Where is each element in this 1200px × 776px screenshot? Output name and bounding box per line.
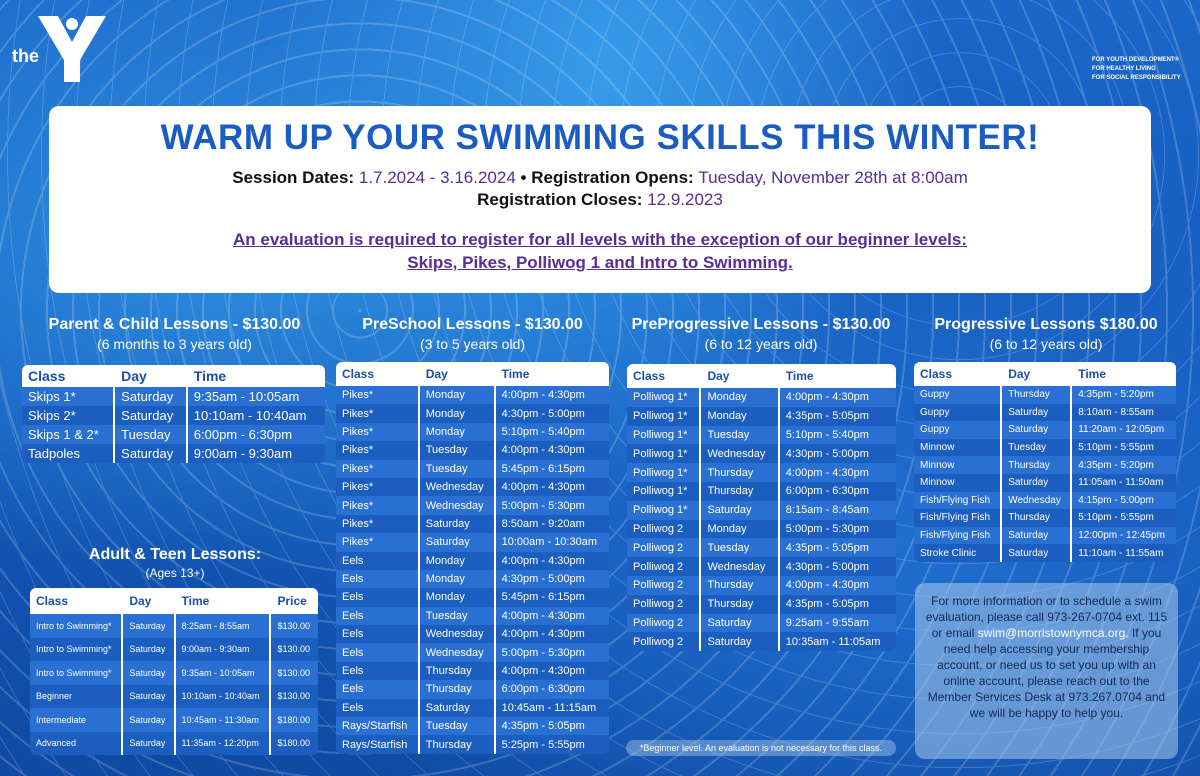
table-cell: Saturday [419, 533, 495, 551]
table-row [627, 595, 896, 614]
table-cell: 4:30pm - 5:00pm [779, 557, 896, 576]
table-cell: Thursday [1001, 386, 1071, 404]
table-row [627, 444, 896, 463]
table-row [22, 406, 325, 425]
table-row [30, 614, 318, 638]
table-cell: 9:00am - 9:30am [187, 444, 325, 463]
table-cell: Saturday [419, 515, 495, 533]
table-cell: Tuesday [419, 717, 495, 735]
table-cell: $130.00 [270, 661, 318, 685]
table-cell: 10:45am - 11:30am [175, 708, 271, 732]
table-cell: Pikes* [336, 441, 419, 459]
preprogressive-heading: PreProgressive Lessons - $130.00 (6 to 12 years old) [631, 316, 891, 352]
email-link[interactable]: swim@morristownymca.org. [977, 626, 1129, 640]
column-header: Time [779, 364, 896, 388]
column-header: Day [1001, 362, 1071, 386]
table-cell: Thursday [1001, 509, 1071, 527]
table-row [336, 607, 609, 625]
table-row [914, 439, 1176, 457]
column-header: Time [1071, 362, 1176, 386]
table-cell: Monday [419, 570, 495, 588]
table-header-row [22, 365, 325, 387]
table-cell: 11:35am - 12:20pm [175, 732, 271, 756]
table-row [336, 515, 609, 533]
table-cell: Wednesday [419, 643, 495, 661]
schedule-table [30, 588, 318, 755]
table-row [336, 423, 609, 441]
parent-child-heading: Parent & Child Lessons - $130.00 (6 months to 3 years old) [48, 316, 301, 352]
table-cell: Monday [419, 386, 495, 404]
table-cell: Saturday [114, 387, 187, 406]
table-cell: Eels [336, 680, 419, 698]
table-cell: Saturday [122, 661, 174, 685]
logo-ymca-text: YMCA [66, 42, 80, 65]
table-cell: Eels [336, 643, 419, 661]
table-cell: 9:25am - 9:55am [779, 614, 896, 633]
table-cell: 4:00pm - 4:30pm [495, 478, 609, 496]
table-cell: Tadpoles [22, 444, 114, 463]
contact-info-box: For more information or to schedule a swim evaluation, please call 973-267-0704 ext. 115 or email swim@morristownymca.org. If you need help accessing your membership account, or need us to set you up with an online account, please reach out to the Member Services Desk at 973.267.0704 and we will be happy to help you. [915, 583, 1178, 759]
table-cell: 10:00am - 10:30am [495, 533, 609, 551]
registration-closes: 12.9.2023 [647, 190, 723, 209]
table-row [627, 388, 896, 407]
table-cell: Thursday [419, 662, 495, 680]
table-cell: Stroke Clinic [914, 544, 1001, 562]
table-row [336, 552, 609, 570]
table-cell: 5:25pm - 5:55pm [495, 735, 609, 753]
evaluation-notice: An evaluation is required to register for all levels with the exception of our beginner levels: Skips, Pikes, Polliwog 1 and Intro to Swimming. [232, 230, 967, 272]
table-cell: Monday [419, 552, 495, 570]
session-dates-line: Session Dates: 1.7.2024 - 3.16.2024 • Registration Opens: Tuesday, November 28th at 8:00am [232, 168, 968, 187]
table-cell: Thursday [700, 595, 778, 614]
adult-teen-heading: Adult & Teen Lessons: (Ages 13+) [88, 546, 262, 580]
table-row [914, 421, 1176, 439]
table-cell: 4:35pm - 5:05pm [779, 407, 896, 426]
table-cell: 5:00pm - 5:30pm [495, 496, 609, 514]
column-header: Time [495, 362, 609, 386]
table-cell: 4:00pm - 4:30pm [495, 386, 609, 404]
table-cell: 4:00pm - 4:30pm [779, 388, 896, 407]
table-row [336, 460, 609, 478]
header-box [49, 106, 1151, 293]
table-cell: Saturday [1001, 474, 1071, 492]
table-cell: 11:20am - 12:05pm [1071, 421, 1176, 439]
table-cell: Minnow [914, 474, 1001, 492]
table-header-row [914, 362, 1176, 386]
table-row [627, 538, 896, 557]
column-header: Price [270, 588, 318, 614]
table-row [22, 425, 325, 444]
table-cell: Thursday [700, 576, 778, 595]
table-row [22, 387, 325, 406]
table-cell: 4:35pm - 5:05pm [495, 717, 609, 735]
table-cell: Pikes* [336, 423, 419, 441]
table-row [336, 588, 609, 606]
table-cell: Pikes* [336, 460, 419, 478]
table-row [627, 501, 896, 520]
table-cell: Advanced [30, 732, 122, 756]
column-header: Day [419, 362, 495, 386]
table-cell: Polliwog 1* [627, 388, 700, 407]
table-cell: Fish/Flying Fish [914, 509, 1001, 527]
table-row [336, 643, 609, 661]
table-cell: Eels [336, 607, 419, 625]
table-cell: $130.00 [270, 685, 318, 709]
table-row [336, 680, 609, 698]
table-row [627, 557, 896, 576]
preschool-table [336, 362, 609, 754]
table-cell: 9:35am - 10:05am [187, 387, 325, 406]
table-row [914, 456, 1176, 474]
table-cell: Polliwog 2 [627, 595, 700, 614]
table-cell: Guppy [914, 386, 1001, 404]
table-row [336, 735, 609, 753]
table-cell: 4:35pm - 5:05pm [779, 595, 896, 614]
table-cell: 4:00pm - 4:30pm [779, 463, 896, 482]
table-cell: Saturday [1001, 527, 1071, 545]
parent-child-table [22, 365, 325, 463]
table-cell: Saturday [700, 614, 778, 633]
column-header: Day [122, 588, 174, 614]
registration-closes-line: Registration Closes: 12.9.2023 [477, 190, 723, 209]
table-cell: Polliwog 1* [627, 426, 700, 445]
table-cell: Intro to Swimming* [30, 661, 122, 685]
table-cell: Wednesday [419, 478, 495, 496]
table-cell: 10:10am - 10:40am [187, 406, 325, 425]
ymca-tagline: FOR YOUTH DEVELOPMENT® FOR HEALTHY LIVING FOR SOCIAL RESPONSIBILITY [1092, 57, 1181, 81]
table-cell: 5:10pm - 5:40pm [779, 426, 896, 445]
table-cell: 4:00pm - 4:30pm [779, 576, 896, 595]
table-cell: Wednesday [700, 444, 778, 463]
table-cell: 11:10am - 11:55am [1071, 544, 1176, 562]
table-row [627, 407, 896, 426]
column-header: Class [914, 362, 1001, 386]
table-cell: Saturday [700, 501, 778, 520]
schedule-table [22, 365, 325, 463]
table-cell: 9:00am - 9:30am [175, 638, 271, 662]
table-cell: Guppy [914, 421, 1001, 439]
column-header: Class [22, 365, 114, 387]
table-cell: 4:00pm - 4:30pm [495, 552, 609, 570]
table-cell: 4:00pm - 4:30pm [495, 625, 609, 643]
table-row [336, 699, 609, 717]
table-cell: $180.00 [270, 708, 318, 732]
table-row [914, 404, 1176, 422]
progressive-table [914, 362, 1176, 562]
table-cell: Skips 1* [22, 387, 114, 406]
table-row [30, 661, 318, 685]
table-cell: Polliwog 2 [627, 557, 700, 576]
table-cell: 8:25am - 8:55am [175, 614, 271, 638]
table-row [22, 444, 325, 463]
table-cell: Wednesday [419, 625, 495, 643]
table-cell: Saturday [700, 632, 778, 651]
table-row [30, 732, 318, 756]
table-cell: 9:35am - 10:05am [175, 661, 271, 685]
schedule-table [627, 364, 896, 651]
table-cell: Thursday [700, 482, 778, 501]
table-cell: Thursday [700, 463, 778, 482]
table-cell: Monday [700, 407, 778, 426]
ymca-logo [10, 14, 110, 86]
progressive-heading: Progressive Lessons $180.00 (6 to 12 years old) [934, 316, 1158, 352]
table-cell: Eels [336, 570, 419, 588]
table-cell: Tuesday [1001, 439, 1071, 457]
table-cell: Intro to Swimming* [30, 614, 122, 638]
table-cell: Saturday [114, 444, 187, 463]
table-row [914, 544, 1176, 562]
beginner-footnote: *Beginner level. An evaluation is not necessary for this class. [626, 740, 896, 756]
table-cell: Saturday [122, 614, 174, 638]
table-cell: Polliwog 2 [627, 520, 700, 539]
table-row [627, 463, 896, 482]
table-row [336, 441, 609, 459]
table-cell: Rays/Starfish [336, 717, 419, 735]
logo-the-text: the [12, 46, 39, 66]
table-cell: Saturday [122, 638, 174, 662]
table-cell: Skips 1 & 2* [22, 425, 114, 444]
table-cell: 4:30pm - 5:00pm [495, 404, 609, 422]
table-cell: 5:00pm - 5:30pm [495, 643, 609, 661]
table-cell: Eels [336, 588, 419, 606]
table-cell: Rays/Starfish [336, 735, 419, 753]
table-cell: 4:30pm - 5:00pm [495, 570, 609, 588]
schedule-table [336, 362, 609, 754]
table-row [914, 492, 1176, 510]
table-cell: 5:45pm - 6:15pm [495, 460, 609, 478]
table-cell: Fish/Flying Fish [914, 492, 1001, 510]
table-cell: Pikes* [336, 404, 419, 422]
table-cell: Tuesday [700, 538, 778, 557]
table-cell: Polliwog 2 [627, 538, 700, 557]
table-row [627, 426, 896, 445]
preprogressive-table [627, 364, 896, 651]
table-cell: Tuesday [700, 426, 778, 445]
table-cell: Monday [700, 520, 778, 539]
table-cell: 5:45pm - 6:15pm [495, 588, 609, 606]
column-header: Class [30, 588, 122, 614]
table-row [914, 509, 1176, 527]
table-cell: Saturday [419, 699, 495, 717]
table-cell: Intermediate [30, 708, 122, 732]
table-cell: Eels [336, 625, 419, 643]
table-cell: Polliwog 2 [627, 632, 700, 651]
table-row [30, 708, 318, 732]
table-cell: Eels [336, 552, 419, 570]
table-row [914, 474, 1176, 492]
table-cell: 10:10am - 10:40am [175, 685, 271, 709]
table-cell: Monday [419, 423, 495, 441]
table-cell: Thursday [419, 735, 495, 753]
table-row [627, 632, 896, 651]
table-cell: Minnow [914, 456, 1001, 474]
session-dates: 1.7.2024 - 3.16.2024 [358, 168, 516, 187]
table-row [336, 570, 609, 588]
table-row [627, 482, 896, 501]
table-header-row [30, 588, 318, 614]
table-cell: Beginner [30, 685, 122, 709]
column-header: Time [187, 365, 325, 387]
table-row [336, 717, 609, 735]
table-cell: 5:00pm - 5:30pm [779, 520, 896, 539]
table-cell: 8:50am - 9:20am [495, 515, 609, 533]
column-header: Class [627, 364, 700, 388]
table-cell: $130.00 [270, 638, 318, 662]
table-cell: 4:30pm - 5:00pm [779, 444, 896, 463]
table-cell: Polliwog 1* [627, 444, 700, 463]
table-row [627, 614, 896, 633]
registration-opens: Tuesday, November 28th at 8:00am [698, 168, 968, 187]
table-cell: 6:00pm - 6:30pm [187, 425, 325, 444]
schedule-table [914, 362, 1176, 562]
adult-teen-table [30, 588, 318, 755]
table-cell: Saturday [122, 732, 174, 756]
table-row [336, 496, 609, 514]
table-cell: Tuesday [114, 425, 187, 444]
table-cell: 4:15pm - 5:00pm [1071, 492, 1176, 510]
table-cell: Saturday [122, 708, 174, 732]
table-cell: Polliwog 1* [627, 501, 700, 520]
table-cell: 11:05am - 11:50am [1071, 474, 1176, 492]
table-row [336, 625, 609, 643]
table-cell: Tuesday [419, 441, 495, 459]
table-cell: Polliwog 1* [627, 463, 700, 482]
table-cell: 4:35pm - 5:05pm [779, 538, 896, 557]
table-row [30, 638, 318, 662]
table-cell: Guppy [914, 404, 1001, 422]
table-cell: Pikes* [336, 515, 419, 533]
table-row [30, 685, 318, 709]
table-cell: Monday [700, 388, 778, 407]
table-cell: Minnow [914, 439, 1001, 457]
table-cell: Saturday [114, 406, 187, 425]
column-header: Class [336, 362, 419, 386]
table-cell: Pikes* [336, 533, 419, 551]
table-cell: Polliwog 2 [627, 576, 700, 595]
table-cell: 5:10pm - 5:40pm [495, 423, 609, 441]
table-row [336, 662, 609, 680]
table-cell: Thursday [1001, 456, 1071, 474]
table-cell: Polliwog 2 [627, 614, 700, 633]
table-cell: 4:00pm - 4:30pm [495, 662, 609, 680]
table-cell: Tuesday [419, 607, 495, 625]
table-row [336, 404, 609, 422]
table-cell: 10:35am - 11:05am [779, 632, 896, 651]
table-cell: Wednesday [700, 557, 778, 576]
table-cell: Saturday [122, 685, 174, 709]
table-cell: 4:35pm - 5:20pm [1071, 456, 1176, 474]
table-header-row [336, 362, 609, 386]
table-cell: 6:00pm - 6:30pm [495, 680, 609, 698]
table-cell: 4:00pm - 4:30pm [495, 607, 609, 625]
table-row [627, 576, 896, 595]
table-cell: Monday [419, 588, 495, 606]
table-row [914, 386, 1176, 404]
table-cell: Saturday [1001, 421, 1071, 439]
preschool-heading: PreSchool Lessons - $130.00 (3 to 5 years old) [362, 316, 583, 352]
table-cell: 10:45am - 11:15am [495, 699, 609, 717]
table-cell: 12:00pm - 12:45pm [1071, 527, 1176, 545]
table-cell: $130.00 [270, 614, 318, 638]
column-header: Day [114, 365, 187, 387]
table-cell: Saturday [1001, 544, 1071, 562]
column-header: Time [175, 588, 271, 614]
table-cell: Polliwog 1* [627, 407, 700, 426]
table-row [914, 527, 1176, 545]
table-row [627, 520, 896, 539]
column-header: Day [700, 364, 778, 388]
table-cell: Fish/Flying Fish [914, 527, 1001, 545]
table-cell: Monday [419, 404, 495, 422]
table-row [336, 533, 609, 551]
table-cell: Saturday [1001, 404, 1071, 422]
table-cell: Thursday [419, 680, 495, 698]
table-cell: $180.00 [270, 732, 318, 756]
table-cell: Wednesday [419, 496, 495, 514]
table-cell: Polliwog 1* [627, 482, 700, 501]
table-cell: 4:00pm - 4:30pm [495, 441, 609, 459]
table-cell: Pikes* [336, 496, 419, 514]
table-cell: Tuesday [419, 460, 495, 478]
table-cell: Intro to Swimming* [30, 638, 122, 662]
table-cell: 4:35pm - 5:20pm [1071, 386, 1176, 404]
table-header-row [627, 364, 896, 388]
table-cell: 8:10am - 8:55am [1071, 404, 1176, 422]
table-cell: 6:00pm - 6:30pm [779, 482, 896, 501]
page-title: WARM UP YOUR SWIMMING SKILLS THIS WINTER! [160, 118, 1040, 157]
table-cell: Eels [336, 662, 419, 680]
table-cell: 5:10pm - 5:55pm [1071, 439, 1176, 457]
table-cell: 5:10pm - 5:55pm [1071, 509, 1176, 527]
table-cell: Skips 2* [22, 406, 114, 425]
table-cell: Eels [336, 699, 419, 717]
table-row [336, 386, 609, 404]
table-cell: Pikes* [336, 478, 419, 496]
table-row [336, 478, 609, 496]
table-cell: 8:15am - 8:45am [779, 501, 896, 520]
table-cell: Pikes* [336, 386, 419, 404]
table-cell: Wednesday [1001, 492, 1071, 510]
